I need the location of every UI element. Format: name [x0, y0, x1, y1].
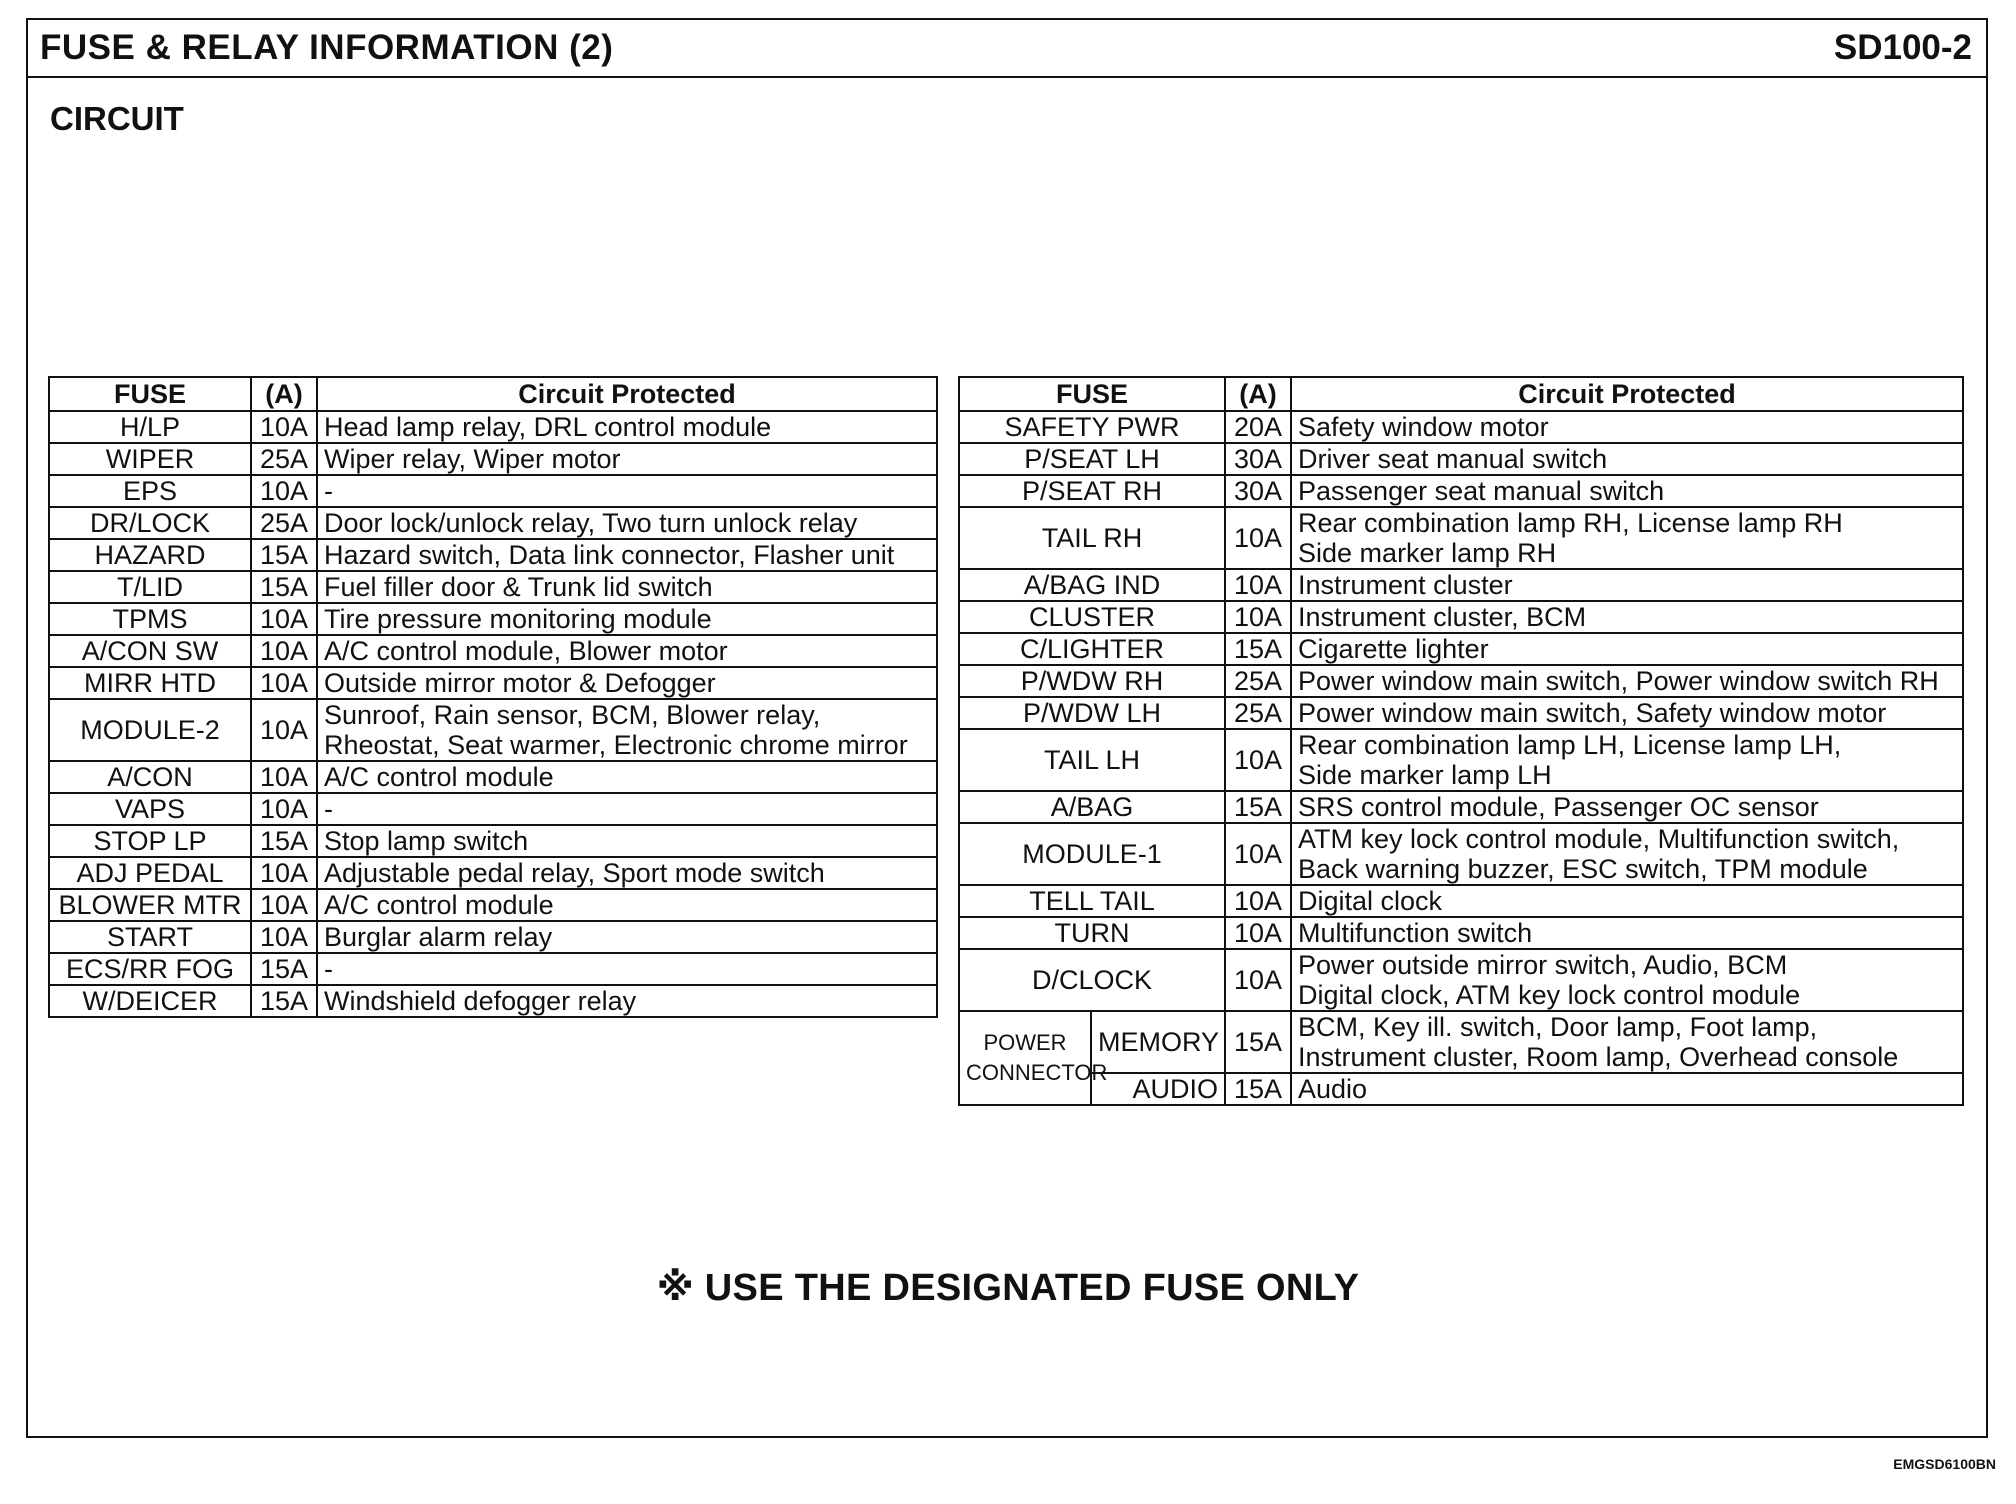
fuse-amperage: 10A: [1225, 917, 1291, 949]
table-row: [49, 985, 937, 1017]
fuse-name: MODULE-2: [49, 699, 251, 761]
fuse-amperage: 10A: [1225, 507, 1291, 569]
circuit-line: Multifunction switch: [1298, 918, 1533, 948]
fuse-name: A/CON: [49, 761, 251, 793]
circuit-protected: [317, 667, 937, 699]
table-row: [959, 697, 1963, 729]
circuit-protected: [1291, 569, 1963, 601]
table-row: [49, 889, 937, 921]
circuit-protected: [1291, 507, 1963, 569]
fuse-name: C/LIGHTER: [959, 633, 1225, 665]
circuit-line: ATM key lock control module, Multifunction switch,: [1298, 824, 1900, 854]
table-row: [959, 949, 1963, 1011]
circuit-line: Tire pressure monitoring module: [324, 604, 712, 634]
table-row: [49, 507, 937, 539]
circuit-protected: [317, 985, 937, 1017]
circuit-protected: [1291, 665, 1963, 697]
table-row: [959, 823, 1963, 885]
fuse-amperage: 15A: [1225, 633, 1291, 665]
document-code: SD100-2: [1833, 28, 1972, 67]
fuse-name: TELL TAIL: [959, 885, 1225, 917]
fuse-amperage: 10A: [251, 889, 317, 921]
circuit-line: Wiper relay, Wiper motor: [324, 444, 621, 474]
table-row: [49, 571, 937, 603]
fuse-name: MODULE-1: [959, 823, 1225, 885]
table-row: [49, 825, 937, 857]
table-row: [959, 569, 1963, 601]
circuit-protected: [317, 603, 937, 635]
fuse-amperage: 25A: [251, 507, 317, 539]
power-connector-label-line: CONNECTOR: [966, 1060, 1108, 1085]
circuit-line: A/C control module: [324, 890, 554, 920]
circuit-line: Head lamp relay, DRL control module: [324, 412, 772, 442]
figure-code: EMGSD6100BN: [1893, 1456, 1996, 1472]
circuit-line: Burglar alarm relay: [324, 922, 553, 952]
fuse-amperage: 10A: [251, 411, 317, 443]
table-row: [959, 1073, 1963, 1105]
circuit-protected: [1291, 885, 1963, 917]
fuse-amperage: 10A: [251, 793, 317, 825]
circuit-line: Rear combination lamp RH, License lamp RH: [1298, 508, 1843, 538]
fuse-amperage: 25A: [251, 443, 317, 475]
circuit-protected: [317, 571, 937, 603]
table-row: [959, 411, 1963, 443]
table-row: [959, 729, 1963, 791]
fuse-amperage: 10A: [1225, 569, 1291, 601]
fuse-name: P/SEAT RH: [959, 475, 1225, 507]
fuse-amperage: 10A: [251, 667, 317, 699]
circuit-line: Back warning buzzer, ESC switch, TPM module: [1298, 854, 1868, 884]
circuit-protected: [1291, 823, 1963, 885]
table-row: [959, 665, 1963, 697]
circuit-line: Rheostat, Seat warmer, Electronic chrome mirror: [324, 730, 908, 760]
fuse-name: ADJ PEDAL: [49, 857, 251, 889]
column-header-circuit: Circuit Protected: [317, 377, 937, 411]
circuit-line: -: [324, 794, 333, 824]
fuse-name: A/BAG IND: [959, 569, 1225, 601]
circuit-protected: [1291, 791, 1963, 823]
circuit-line: Power outside mirror switch, Audio, BCM: [1298, 950, 1788, 980]
circuit-line: Power window main switch, Safety window motor: [1298, 698, 1887, 728]
circuit-protected: [317, 953, 937, 985]
table-row: [49, 475, 937, 507]
fuse-name: H/LP: [49, 411, 251, 443]
fuse-amperage: 10A: [1225, 823, 1291, 885]
fuse-name: VAPS: [49, 793, 251, 825]
circuit-line: Driver seat manual switch: [1298, 444, 1608, 474]
fuse-name: BLOWER MTR: [49, 889, 251, 921]
fuse-amperage: 10A: [1225, 729, 1291, 791]
fuse-name: TAIL LH: [959, 729, 1225, 791]
fuse-name: TAIL RH: [959, 507, 1225, 569]
table-row: [49, 603, 937, 635]
table-row: [49, 539, 937, 571]
circuit-protected: [317, 825, 937, 857]
circuit-protected: [317, 889, 937, 921]
fuse-name: W/DEICER: [49, 985, 251, 1017]
table-row: [959, 917, 1963, 949]
fuse-name: HAZARD: [49, 539, 251, 571]
circuit-protected: [1291, 411, 1963, 443]
fuse-name: EPS: [49, 475, 251, 507]
fuse-name: WIPER: [49, 443, 251, 475]
circuit-line: Instrument cluster, BCM: [1298, 602, 1587, 632]
circuit-line: Passenger seat manual switch: [1298, 476, 1665, 506]
fuse-amperage: 20A: [1225, 411, 1291, 443]
circuit-line: Instrument cluster: [1298, 570, 1513, 600]
fuse-amperage: 25A: [1225, 665, 1291, 697]
circuit-protected: [1291, 601, 1963, 633]
circuit-line: Hazard switch, Data link connector, Flasher unit: [324, 540, 895, 570]
circuit-protected: [1291, 729, 1963, 791]
table-row: [49, 857, 937, 889]
column-header-amp: (A): [251, 377, 317, 411]
table-row: [49, 953, 937, 985]
table-header-row: [49, 377, 937, 411]
fuse-amperage: 15A: [251, 953, 317, 985]
circuit-protected: [1291, 949, 1963, 1011]
fuse-name: MEMORY: [1091, 1011, 1225, 1073]
page-header: [28, 20, 1986, 78]
circuit-line: Stop lamp switch: [324, 826, 529, 856]
fuse-amperage: 15A: [251, 985, 317, 1017]
fuse-table-left: [48, 376, 938, 1018]
fuse-name: A/CON SW: [49, 635, 251, 667]
circuit-protected: [317, 507, 937, 539]
circuit-protected: [317, 475, 937, 507]
circuit-protected: [1291, 1011, 1963, 1073]
circuit-line: Door lock/unlock relay, Two turn unlock relay: [324, 508, 858, 538]
circuit-protected: [1291, 1073, 1963, 1105]
fuse-name: P/WDW RH: [959, 665, 1225, 697]
circuit-line: BCM, Key ill. switch, Door lamp, Foot lamp,: [1298, 1012, 1818, 1042]
table-row: [959, 475, 1963, 507]
table-row: [959, 1011, 1963, 1073]
fuse-amperage: 15A: [1225, 791, 1291, 823]
circuit-line: Audio: [1298, 1074, 1368, 1104]
circuit-line: Side marker lamp LH: [1298, 760, 1552, 790]
circuit-line: SRS control module, Passenger OC sensor: [1298, 792, 1819, 822]
fuse-name: P/WDW LH: [959, 697, 1225, 729]
circuit-protected: [1291, 697, 1963, 729]
section-heading: CIRCUIT: [50, 100, 184, 137]
fuse-name: D/CLOCK: [959, 949, 1225, 1011]
table-row: [959, 507, 1963, 569]
circuit-line: Cigarette lighter: [1298, 634, 1489, 664]
circuit-line: A/C control module: [324, 762, 554, 792]
circuit-protected: [317, 443, 937, 475]
fuse-amperage: 10A: [251, 635, 317, 667]
table-row: [49, 761, 937, 793]
fuse-amperage: 10A: [1225, 885, 1291, 917]
circuit-protected: [317, 411, 937, 443]
fuse-amperage: 25A: [1225, 697, 1291, 729]
fuse-name: ECS/RR FOG: [49, 953, 251, 985]
circuit-protected: [1291, 475, 1963, 507]
fuse-amperage: 10A: [251, 761, 317, 793]
fuse-amperage: 15A: [251, 571, 317, 603]
circuit-protected: [317, 539, 937, 571]
designated-fuse-note: ※ USE THE DESIGNATED FUSE ONLY: [656, 1267, 1360, 1309]
table-row: [49, 793, 937, 825]
circuit-protected: [317, 857, 937, 889]
fuse-table-right: [958, 376, 1964, 1106]
fuse-name: TURN: [959, 917, 1225, 949]
fuse-amperage: 10A: [251, 699, 317, 761]
column-header-amp: (A): [1225, 377, 1291, 411]
circuit-protected: [317, 699, 937, 761]
table-row: [959, 601, 1963, 633]
fuse-name: AUDIO: [1091, 1073, 1225, 1105]
table-row: [959, 633, 1963, 665]
column-header-fuse: FUSE: [49, 377, 251, 411]
fuse-amperage: 15A: [251, 539, 317, 571]
circuit-line: -: [324, 954, 333, 984]
fuse-amperage: 15A: [1225, 1011, 1291, 1073]
fuse-name: START: [49, 921, 251, 953]
circuit-protected: [317, 635, 937, 667]
fuse-name: T/LID: [49, 571, 251, 603]
fuse-amperage: 15A: [251, 825, 317, 857]
table-row: [49, 411, 937, 443]
fuse-amperage: 10A: [251, 603, 317, 635]
fuse-amperage: 10A: [251, 921, 317, 953]
power-connector-label: [959, 1011, 1108, 1105]
fuse-name: TPMS: [49, 603, 251, 635]
circuit-protected: [1291, 917, 1963, 949]
column-header-fuse: FUSE: [959, 377, 1225, 411]
circuit-line: Adjustable pedal relay, Sport mode switch: [324, 858, 825, 888]
table-row: [959, 443, 1963, 475]
circuit-line: Outside mirror motor & Defogger: [324, 668, 716, 698]
circuit-line: A/C control module, Blower motor: [324, 636, 728, 666]
circuit-line: Rear combination lamp LH, License lamp LH,: [1298, 730, 1842, 760]
fuse-name: A/BAG: [959, 791, 1225, 823]
fuse-name: DR/LOCK: [49, 507, 251, 539]
circuit-line: Instrument cluster, Room lamp, Overhead console: [1298, 1042, 1899, 1072]
circuit-protected: [317, 761, 937, 793]
table-row: [49, 667, 937, 699]
fuse-name: STOP LP: [49, 825, 251, 857]
fuse-amperage: 10A: [251, 857, 317, 889]
circuit-protected: [317, 921, 937, 953]
table-row: [49, 921, 937, 953]
circuit-line: Digital clock, ATM key lock control module: [1298, 980, 1801, 1010]
table-header-row: [959, 377, 1963, 411]
fuse-name: MIRR HTD: [49, 667, 251, 699]
fuse-name: CLUSTER: [959, 601, 1225, 633]
circuit-protected: [1291, 633, 1963, 665]
fuse-amperage: 10A: [1225, 601, 1291, 633]
circuit-line: -: [324, 476, 333, 506]
circuit-line: Digital clock: [1298, 886, 1443, 916]
circuit-line: Safety window motor: [1298, 412, 1549, 442]
table-row: [49, 699, 937, 761]
table-row: [49, 635, 937, 667]
circuit-protected: [1291, 443, 1963, 475]
page-title: FUSE & RELAY INFORMATION (2): [40, 28, 614, 67]
circuit-line: Sunroof, Rain sensor, BCM, Blower relay,: [324, 700, 821, 730]
circuit-protected: [317, 793, 937, 825]
power-connector-label-line: POWER: [983, 1030, 1067, 1055]
fuse-name: P/SEAT LH: [959, 443, 1225, 475]
column-header-circuit: Circuit Protected: [1291, 377, 1963, 411]
circuit-line: Power window main switch, Power window switch RH: [1298, 666, 1939, 696]
fuse-amperage: 30A: [1225, 475, 1291, 507]
fuse-amperage: 15A: [1225, 1073, 1291, 1105]
circuit-line: Windshield defogger relay: [324, 986, 637, 1016]
fuse-name: SAFETY PWR: [959, 411, 1225, 443]
table-row: [959, 885, 1963, 917]
fuse-amperage: 30A: [1225, 443, 1291, 475]
table-row: [49, 443, 937, 475]
fuse-amperage: 10A: [251, 475, 317, 507]
fuse-amperage: 10A: [1225, 949, 1291, 1011]
circuit-line: Side marker lamp RH: [1298, 538, 1557, 568]
circuit-line: Fuel filler door & Trunk lid switch: [324, 572, 713, 602]
table-row: [959, 791, 1963, 823]
